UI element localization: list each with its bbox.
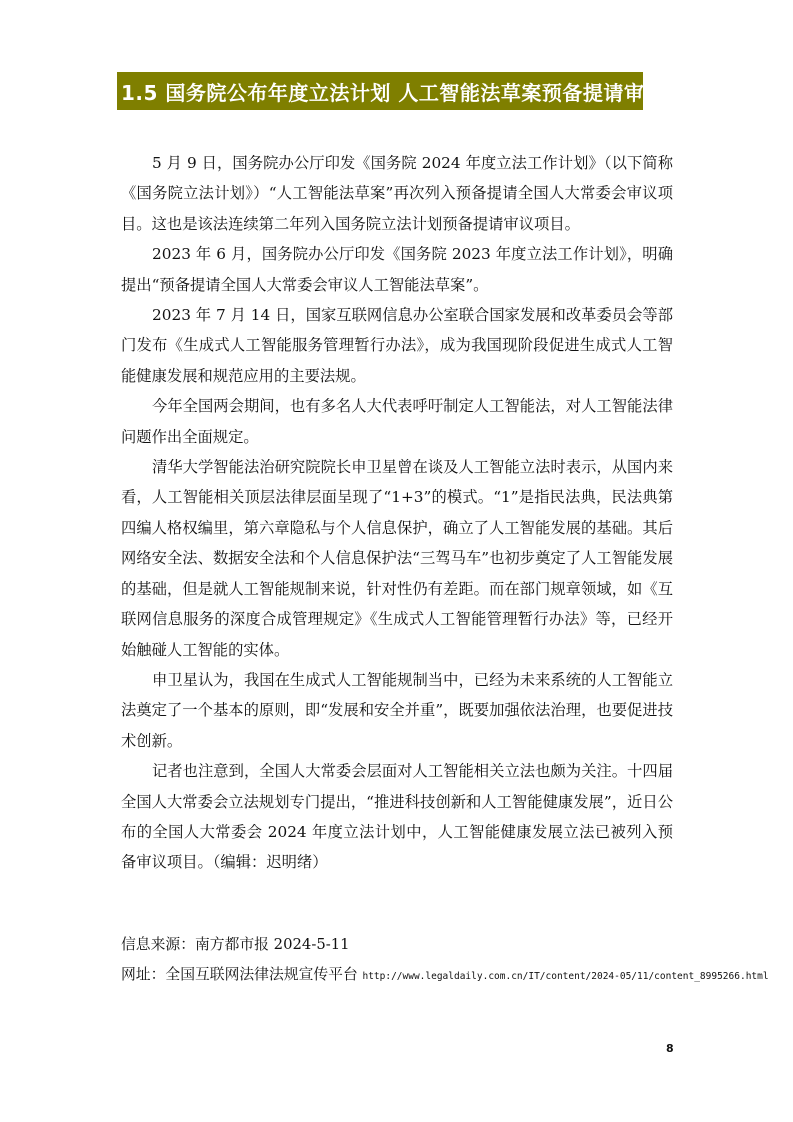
source-website [121,960,769,992]
paragraph: 今年全国两会期间，也有多名人大代表呼吁制定人工智能法，对人工智能法律问题作出全面规定。 [121,397,673,446]
paragraph: 申卫星认为，我国在生成式人工智能规制当中，已经为未来系统的人工智能立法奠定了一个基本的原则，即“发展和安全并重”，既要加强依法治理，也要促进技术创新。 [121,670,673,750]
page-number: 8 [666,1042,674,1055]
paragraph: 2023 年 6 月，国务院办公厅印发《国务院 2023 年度立法工作计划》，明确提出“预备提请全国人大常委会审议人工智能法草案”。 [121,245,673,294]
website-label: 网址：全国互联网法律法规宣传平台 [121,966,358,983]
paragraph: 清华大学智能法治研究院院长申卫星曾在谈及人工智能立法时表示，从国内来看，人工智能相关顶层法律层面呈现了“1+3”的模式。“1”是指民法典，民法典第四编人格权编里，第六章隐私与个人信息保护，确立了人工智能发展的基础。其后网络安全法、数据安全法和个人信息保护法“三驾马车”也初步奠定了人工智能发展的基础，但是就人工智能规制来说，针对性仍有差距。而在部门规章领域，如《互联网信息服务的深度合成管理规定》《生成式人工智能管理暂行办法》等，已经开始触碰人工智能的实体。 [121,458,673,659]
article-body [121,148,673,878]
source-block [121,930,769,992]
source-url-link[interactable]: http://www.legaldaily.com.cn/IT/content/2024-05/11/content_8995266.html [362,971,769,982]
section-title: 1.5 国务院公布年度立法计划 人工智能法草案预备提请审议 [121,80,665,105]
section-title-bar [117,72,665,110]
paragraph: 2023 年 7 月 14 日，国家互联网信息办公室联合国家发展和改革委员会等部门发布《生成式人工智能服务管理暂行办法》，成为我国现阶段促进生成式人工智能健康发展和规范应用的主要法规。 [121,306,673,385]
source-info: 信息来源：南方都市报 2024-5-11 [121,936,350,953]
paragraph: 记者也注意到，全国人大常委会层面对人工智能相关立法也颇为关注。十四届全国人大常委会立法规划专门提出，“推进科技创新和人工智能健康发展”，近日公布的全国人大常委会 2024 年度立法计划中，人工智能健康发展立法已被列入预备审议项目。（编辑：迟明绪） [121,762,673,872]
paragraph: 5 月 9 日，国务院办公厅印发《国务院 2024 年度立法工作计划》（以下简称《国务院立法计划》）“人工智能法草案”再次列入预备提请全国人大常委会审议项目。这也是该法连续第二年列入国务院立法计划预备提请审议项目。 [121,154,673,233]
